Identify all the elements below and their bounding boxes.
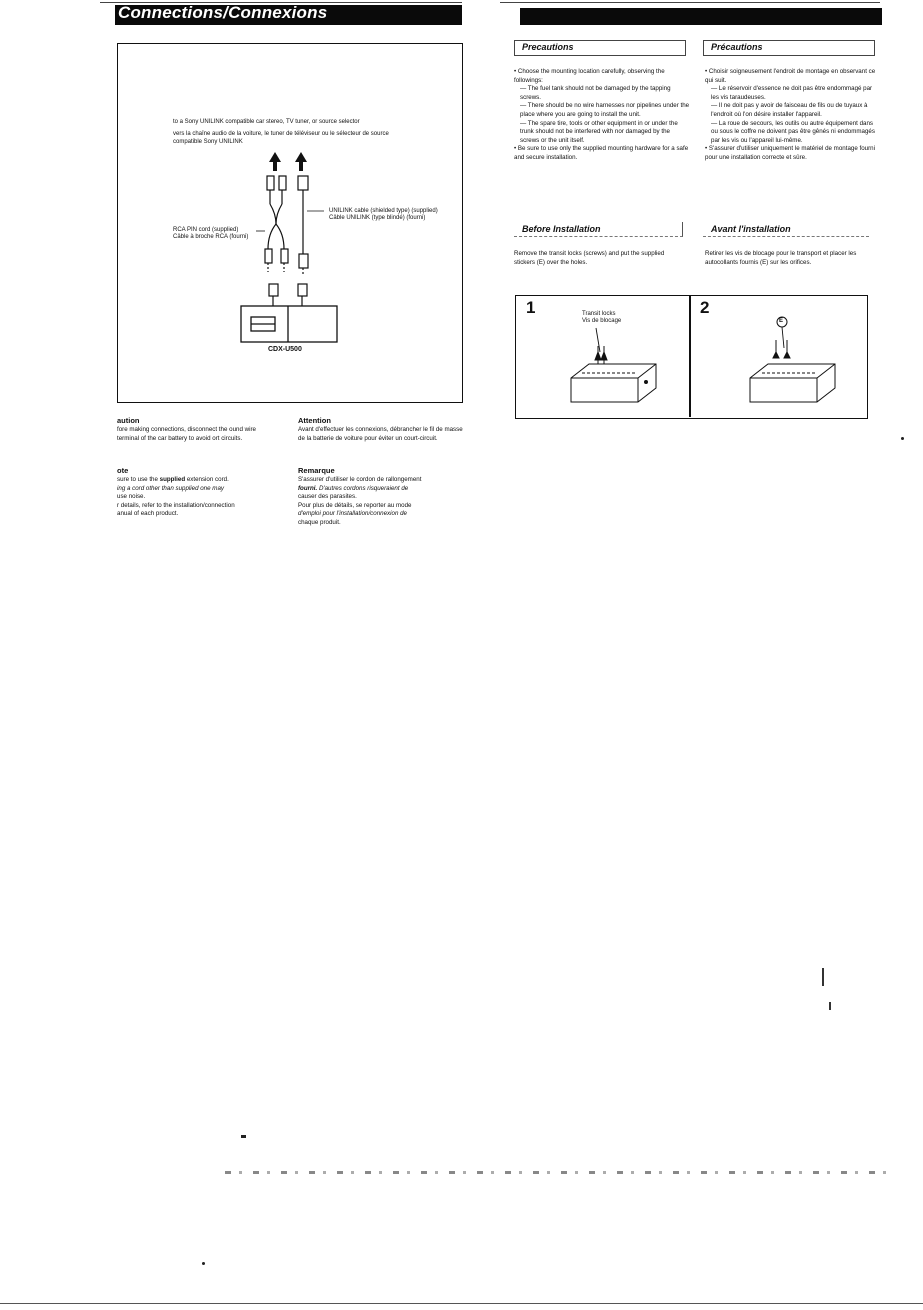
before-installation-title: Before Installation: [522, 224, 601, 234]
precautions-fr-item: — La roue de secours, les outils ou autre équipement dans ou sous le coffre ne doivent pas être gênés ni endommagés par les vis ou l'appareil lui-même.: [711, 119, 875, 144]
precautions-item: — There should be no wire harnesses nor pipelines under the place where you are going to install the unit.: [520, 102, 690, 118]
diagram-vers-text: vers la chaîne audio de la voiture, le tuner de téléviseur ou le sélecteur de source compatible Sony UNILINK: [173, 131, 389, 145]
avant-installation-title: Avant l'installation: [711, 224, 791, 234]
precautions-fr-item: — Le réservoir d'essence ne doit pas être endommagé par les vis taraudeuses.: [711, 85, 873, 101]
precautions-fr-list: [705, 68, 877, 163]
rca-cord-label-fr: Câble à broche RCA (fourni): [173, 234, 249, 240]
note-line5: anual of each product.: [117, 510, 179, 518]
remarque-title: Remarque: [298, 466, 335, 475]
step-1-illustration: [516, 296, 689, 417]
step-2-illustration: [690, 296, 866, 417]
unilink-cable-label: UNILINK cable (shielded type) (supplied): [329, 208, 438, 214]
note-line1-pre: sure to use the: [117, 476, 160, 483]
right-top-rule: [500, 2, 880, 3]
scan-mark: [202, 1262, 205, 1265]
remarque-line4: Pour plus de détails, se reporter au mode: [298, 501, 412, 509]
screw-icon: [595, 346, 607, 364]
right-header-bar: [520, 8, 882, 25]
arrow-up-icon: [269, 152, 281, 171]
precautions-fr-item: — Il ne doit pas y avoir de faisceau de fils ou de tuyaux à l'endroit où l'on désire installer l'appareil.: [711, 102, 868, 118]
scan-mark: [822, 968, 824, 986]
precautions-list: [514, 68, 690, 163]
rca-plug-icon: [267, 176, 286, 224]
note-line1-bold: supplied: [159, 476, 186, 483]
attention-title: Attention: [298, 416, 331, 425]
precautions-title: Precautions: [522, 42, 574, 52]
unit-box-icon: [750, 364, 835, 402]
note-line3: use noise.: [117, 493, 146, 501]
installation-steps-box: [515, 295, 868, 419]
attention-text: Avant d'effectuer les connexions, débrancher le fil de masse de la batterie de voiture pour éviter un court-circuit.: [298, 426, 463, 442]
precautions-fr-title: Précautions: [711, 42, 763, 52]
scan-mark: [901, 437, 904, 440]
precautions-item: — The fuel tank should not be damaged by the tapping screws.: [520, 85, 671, 101]
scan-mark: [241, 1135, 246, 1138]
precautions-item: • Be sure to use only the supplied mounting hardware for a safe and secure installation.: [514, 145, 689, 161]
note-title: ote: [117, 466, 129, 475]
connection-diagram-box: [117, 43, 463, 403]
unit-box-icon: [571, 364, 656, 402]
vis-de-blocage-label: Vis de blocage: [582, 318, 622, 324]
cdx-u500-unit-icon: [241, 306, 337, 342]
step-2-number: 2: [700, 298, 710, 317]
rca-cord-label: RCA PIN cord (supplied): [173, 227, 239, 233]
model-label: CDX-U500: [268, 346, 302, 353]
diagram-to-text: to a Sony UNILINK compatible car stereo, TV tuner, or source selector: [173, 119, 360, 125]
avant-installation-text: Retirer les vis de blocage pour le transport et placer les autocollants fournis (E) sur les orifices.: [705, 250, 857, 266]
bottom-rule: [0, 1303, 923, 1304]
sticker-label: E: [779, 318, 784, 324]
note-line4: r details, refer to the installation/connection: [117, 501, 235, 509]
rca-plug-icon: [265, 249, 308, 276]
remarque-line6: chaque produit.: [298, 518, 341, 526]
left-header-title: Connections/Connexions: [118, 3, 328, 22]
scan-mark: [829, 1002, 831, 1010]
note-text: [117, 476, 282, 519]
before-installation-text: Remove the transit locks (screws) and put the supplied stickers (E) over the holes.: [514, 250, 665, 266]
scan-noise-band: [225, 1171, 895, 1174]
precautions-fr-item: • S'assurer d'utiliser uniquement le matériel de montage fourni pour une installation correcte et sûre.: [705, 145, 875, 161]
step-1-number: 1: [526, 298, 536, 317]
precautions-item: — The spare tire, tools or other equipment in or under the trunk should not be interfered with nor damaged by the screws or the unit itself.: [520, 119, 678, 144]
unilink-cable-label-fr: Câble UNILINK (type blindé) (fourni): [329, 215, 426, 221]
remarque-text: [298, 476, 468, 528]
caution-title: aution: [117, 416, 140, 425]
remarque-line3: causer des parasites.: [298, 493, 357, 501]
remarque-line1: S'assurer d'utiliser le cordon de rallongement: [298, 476, 422, 483]
precautions-fr-item: • Choisir soigneusement l'endroit de montage en observant ce qui suit.: [705, 68, 876, 84]
caution-text: fore making connections, disconnect the ound wire terminal of the car battery to avoid ort circuits.: [117, 426, 256, 442]
note-line1-post: extension cord.: [185, 476, 229, 483]
remarque-line5: d'emploi pour l'installation/connexion de: [298, 510, 407, 518]
transit-locks-label: Transit locks: [582, 311, 616, 317]
precautions-item: • Choose the mounting location carefully, observing the followings:: [514, 68, 665, 84]
remarque-line2-bold: fourni.: [298, 484, 318, 492]
note-line2: ing a cord other than supplied one may: [117, 484, 224, 492]
unilink-plug-icon: [298, 176, 308, 224]
arrow-down-icon: [773, 340, 790, 358]
arrow-up-icon: [295, 152, 307, 171]
remarque-line2-italic: D'autres cordons risqueraient de: [317, 484, 409, 492]
